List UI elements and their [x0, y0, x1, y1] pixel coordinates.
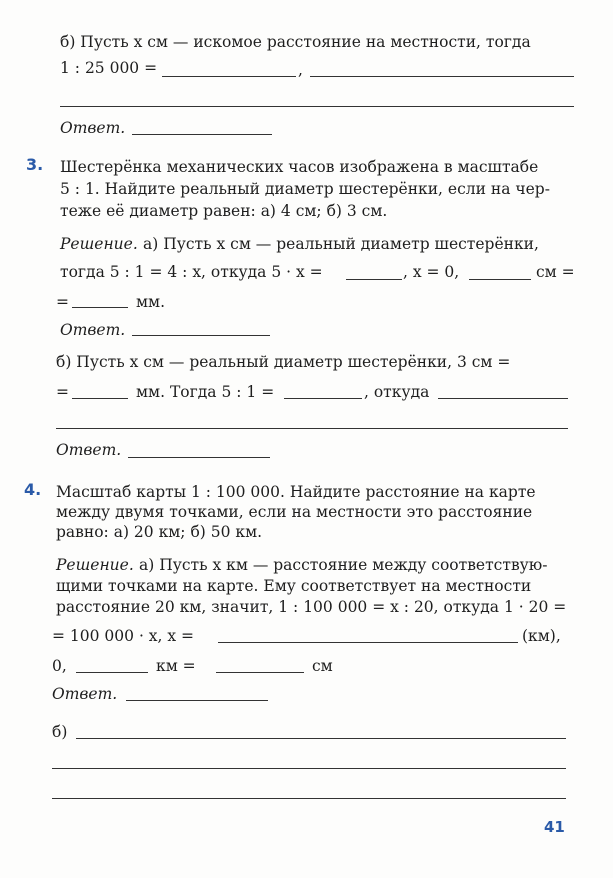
task3-solution-line3: =	[56, 293, 69, 311]
task4-text-line1: Масштаб карты 1 : 100 000. Найдите расстояние на карте	[56, 483, 536, 501]
task4-solution-line4: = 100 000 · x, x =	[52, 627, 195, 645]
answer-blank[interactable]	[72, 307, 128, 308]
task4-solution-line5b: км =	[156, 657, 196, 675]
task4-solution-line1: а) Пусть x км — расстояние между соответствую-	[139, 556, 548, 574]
task4-solution-line2: щими точками на карте. Ему соответствует на местности	[56, 577, 532, 595]
answer-blank[interactable]	[310, 76, 574, 77]
answer-label: Ответ.	[60, 321, 126, 339]
task3-part-b-line1: б) Пусть x см — реальный диаметр шестерёнки, 3 см =	[56, 353, 511, 371]
answer-label: Ответ.	[56, 441, 122, 459]
answer-line[interactable]	[56, 428, 568, 429]
answer-line[interactable]	[76, 738, 566, 739]
answer-blank[interactable]	[72, 398, 128, 399]
task3-solution-line1: а) Пусть x см — реальный диаметр шестерёнки,	[143, 235, 539, 253]
task4-solution-line4b: (км),	[522, 627, 561, 645]
task-number: 3.	[26, 155, 44, 174]
answer-blank[interactable]	[76, 672, 148, 673]
task3-text-line3: теже её диаметр равен: а) 4 см; б) 3 см.	[60, 202, 388, 220]
answer-blank[interactable]	[284, 398, 362, 399]
task4-solution-line5: 0,	[52, 657, 67, 675]
task4-text-line2: между двумя точками, если на местности это расстояние	[56, 503, 533, 521]
task3-part-b-line2c: , откуда	[364, 383, 430, 401]
part-b-line1: б) Пусть x см — искомое расстояние на местности, тогда	[60, 33, 531, 51]
task-number: 4.	[24, 480, 42, 499]
task3-solution-line2: тогда 5 : 1 = 4 : x, откуда 5 · x =	[60, 263, 323, 281]
task3-part-b-line2b: мм. Тогда 5 : 1 =	[136, 383, 275, 401]
answer-blank[interactable]	[218, 642, 518, 643]
answer-line[interactable]	[52, 768, 566, 769]
answer-line[interactable]	[60, 106, 574, 107]
task3-text-line2: 5 : 1. Найдите реальный диаметр шестерёнки, если на чер-	[60, 180, 550, 198]
answer-blank[interactable]	[346, 279, 402, 280]
answer-label: Ответ.	[60, 119, 126, 137]
solution-label: Решение.	[56, 556, 134, 574]
task4-part-b-label: б)	[52, 723, 68, 741]
page-number: 41	[544, 818, 565, 836]
answer-blank[interactable]	[132, 134, 272, 135]
task4-solution-line3: расстояние 20 км, значит, 1 : 100 000 = x : 20, откуда 1 · 20 =	[56, 598, 567, 616]
solution-label: Решение.	[60, 235, 138, 253]
task3-solution-line2c: см =	[536, 263, 575, 281]
part-b-line2: 1 : 25 000 =	[60, 59, 158, 77]
answer-blank[interactable]	[126, 700, 268, 701]
comma: ,	[298, 61, 303, 79]
answer-blank[interactable]	[128, 457, 270, 458]
task3-solution-line3b: мм.	[136, 293, 166, 311]
answer-line[interactable]	[52, 798, 566, 799]
task3-solution-line2b: , x = 0,	[403, 263, 460, 281]
task3-text-line1: Шестерёнка механических часов изображена в масштабе	[60, 158, 539, 176]
task4-text-line3: равно: а) 20 км; б) 50 км.	[56, 523, 263, 541]
task4-solution-line5c: см	[312, 657, 333, 675]
task3-part-b-line2: =	[56, 383, 69, 401]
answer-blank[interactable]	[469, 279, 531, 280]
answer-blank[interactable]	[216, 672, 304, 673]
answer-label: Ответ.	[52, 685, 118, 703]
answer-blank[interactable]	[438, 398, 568, 399]
answer-blank[interactable]	[132, 335, 270, 336]
answer-blank[interactable]	[162, 76, 296, 77]
